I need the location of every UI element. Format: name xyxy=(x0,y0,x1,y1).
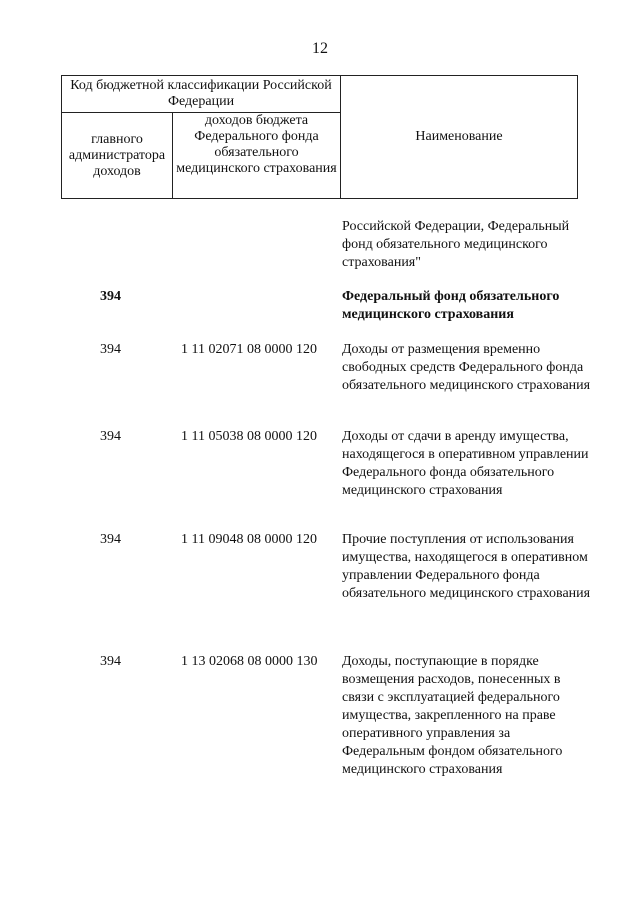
continuation-text: Российской Федерации, Федеральный фонд обязательного медицинского страхования" xyxy=(342,219,570,270)
revenue-name: Прочие поступления от использования имущества, находящегося в оперативном управлении Федерального фонда обязательного медицинского страхования xyxy=(342,532,591,601)
revenue-name: Доходы, поступающие в порядке возмещения расходов, понесенных в связи с эксплуатацией федерального имущества, закрепленного на праве оперативного управления за Федеральным фондом обязательного медицинского страхования xyxy=(342,654,563,777)
admin-code: 394 xyxy=(100,532,121,547)
budget-code: 1 11 02071 08 0000 120 xyxy=(181,342,317,357)
header-name-column xyxy=(341,76,577,198)
revenue-name: Доходы от размещения временно свободных средств Федерального фонда обязательного медицинского страхования xyxy=(342,342,591,393)
header-budget-column: доходов бюджета Федерального фонда обязательного медицинского страхования xyxy=(173,113,341,199)
revenue-name: Федеральный фонд обязательного медицинского страхования xyxy=(342,289,560,322)
table-header xyxy=(61,75,578,199)
page-number: 12 xyxy=(312,40,328,57)
header-code-group: Код бюджетной классификации Российской Федерации xyxy=(62,76,341,113)
header-admin-label: главного администратора доходов xyxy=(68,132,166,179)
admin-code: 394 xyxy=(100,654,121,669)
admin-code: 394 xyxy=(100,342,121,357)
header-admin-column xyxy=(62,113,173,199)
budget-code: 1 13 02068 08 0000 130 xyxy=(181,654,318,669)
revenue-name: Доходы от сдачи в аренду имущества, находящегося в оперативном управлении Федерального фонда обязательного медицинского страхования xyxy=(342,429,589,498)
admin-code: 394 xyxy=(100,289,121,304)
admin-code: 394 xyxy=(100,429,121,444)
budget-code: 1 11 09048 08 0000 120 xyxy=(181,532,317,547)
budget-code: 1 11 05038 08 0000 120 xyxy=(181,429,317,444)
header-name-label: Наименование xyxy=(415,129,503,144)
